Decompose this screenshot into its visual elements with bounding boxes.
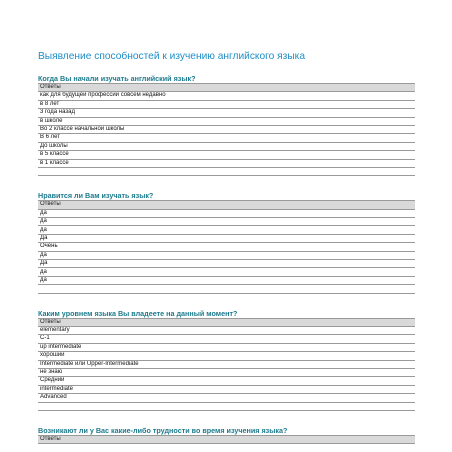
- answer-cell: Средний: [38, 377, 415, 385]
- table-row: [38, 251, 415, 259]
- table-row: [38, 368, 415, 376]
- answer-cell: как для будущей профессии совсем недавно: [38, 92, 415, 100]
- answer-cell: Intermediate или Upper-Intermediate: [38, 360, 415, 368]
- answer-cell: intermediate: [38, 385, 415, 393]
- empty-cell: [38, 402, 415, 410]
- question-section-3: [38, 309, 415, 411]
- answer-cell: хороший: [38, 352, 415, 360]
- table-row: [38, 117, 415, 125]
- table-row: [38, 226, 415, 234]
- answer-cell: Во 2 классе начальной школы: [38, 125, 415, 133]
- table-row: [38, 209, 415, 217]
- table-row: [38, 100, 415, 108]
- question-title: Каким уровнем языка Вы владеете на данный момент?: [38, 308, 238, 318]
- table-row: [38, 343, 415, 351]
- answer-cell: да: [38, 276, 415, 284]
- table-row: [38, 92, 415, 100]
- answer-cell: up intermediate: [38, 343, 415, 351]
- question-section-2: [38, 191, 415, 293]
- table-row: [38, 335, 415, 343]
- answer-cell: Очень: [38, 243, 415, 251]
- answers-table: [38, 83, 415, 176]
- table-header-row: [38, 435, 415, 443]
- table-row-empty: [38, 402, 415, 410]
- answer-cell: в школе: [38, 117, 415, 125]
- table-header-cell: Ответы: [38, 201, 415, 209]
- answer-cell: не знаю: [38, 368, 415, 376]
- answer-cell: Да: [38, 260, 415, 268]
- table-row: [38, 360, 415, 368]
- table-header-row: [38, 84, 415, 92]
- question-title: Нравится ли Вам изучать язык?: [38, 191, 154, 201]
- answer-cell: да: [38, 251, 415, 259]
- answers-table: [38, 435, 415, 444]
- table-row: [38, 142, 415, 150]
- table-row: [38, 109, 415, 117]
- table-row: [38, 243, 415, 251]
- answer-cell: в 8 лет: [38, 100, 415, 108]
- answer-cell: да: [38, 218, 415, 226]
- answers-table: [38, 200, 415, 293]
- answer-cell: в 1 классе: [38, 159, 415, 167]
- table-row: [38, 125, 415, 133]
- question-section-1: [38, 74, 415, 176]
- answers-table: [38, 318, 415, 411]
- document-title: Выявление способностей к изучению английского языка: [38, 51, 306, 62]
- table-row-empty: [38, 285, 415, 293]
- table-header-row: [38, 318, 415, 326]
- answer-cell: в 5 классе: [38, 151, 415, 159]
- table-header-cell: Ответы: [38, 318, 415, 326]
- table-row: [38, 151, 415, 159]
- empty-cell: [38, 167, 415, 175]
- answer-cell: да: [38, 209, 415, 217]
- question-title: Возникают ли у Вас какие-либо трудности во время изучения языка?: [38, 425, 288, 435]
- table-row-empty: [38, 167, 415, 175]
- table-row: [38, 268, 415, 276]
- empty-cell: [38, 285, 415, 293]
- answer-cell: Advanced: [38, 394, 415, 402]
- answer-cell: elementary: [38, 326, 415, 334]
- table-header-row: [38, 201, 415, 209]
- answer-cell: да: [38, 226, 415, 234]
- table-header-cell: Ответы: [38, 435, 415, 443]
- table-row: [38, 159, 415, 167]
- table-row: [38, 352, 415, 360]
- answer-cell: 3 года назад: [38, 109, 415, 117]
- question-title: Когда Вы начали изучать английский язык?: [38, 74, 196, 83]
- table-row: [38, 377, 415, 385]
- answer-cell: да: [38, 268, 415, 276]
- answer-cell: Да: [38, 234, 415, 242]
- table-row: [38, 326, 415, 334]
- answer-cell: C-1: [38, 335, 415, 343]
- answer-cell: До школы: [38, 142, 415, 150]
- table-row: [38, 385, 415, 393]
- question-section-4: [38, 426, 415, 444]
- table-header-cell: Ответы: [38, 84, 415, 92]
- table-row: [38, 134, 415, 142]
- answer-cell: В 6 лет: [38, 134, 415, 142]
- table-row: [38, 234, 415, 242]
- table-row: [38, 394, 415, 402]
- table-row: [38, 276, 415, 284]
- table-row: [38, 260, 415, 268]
- table-row: [38, 218, 415, 226]
